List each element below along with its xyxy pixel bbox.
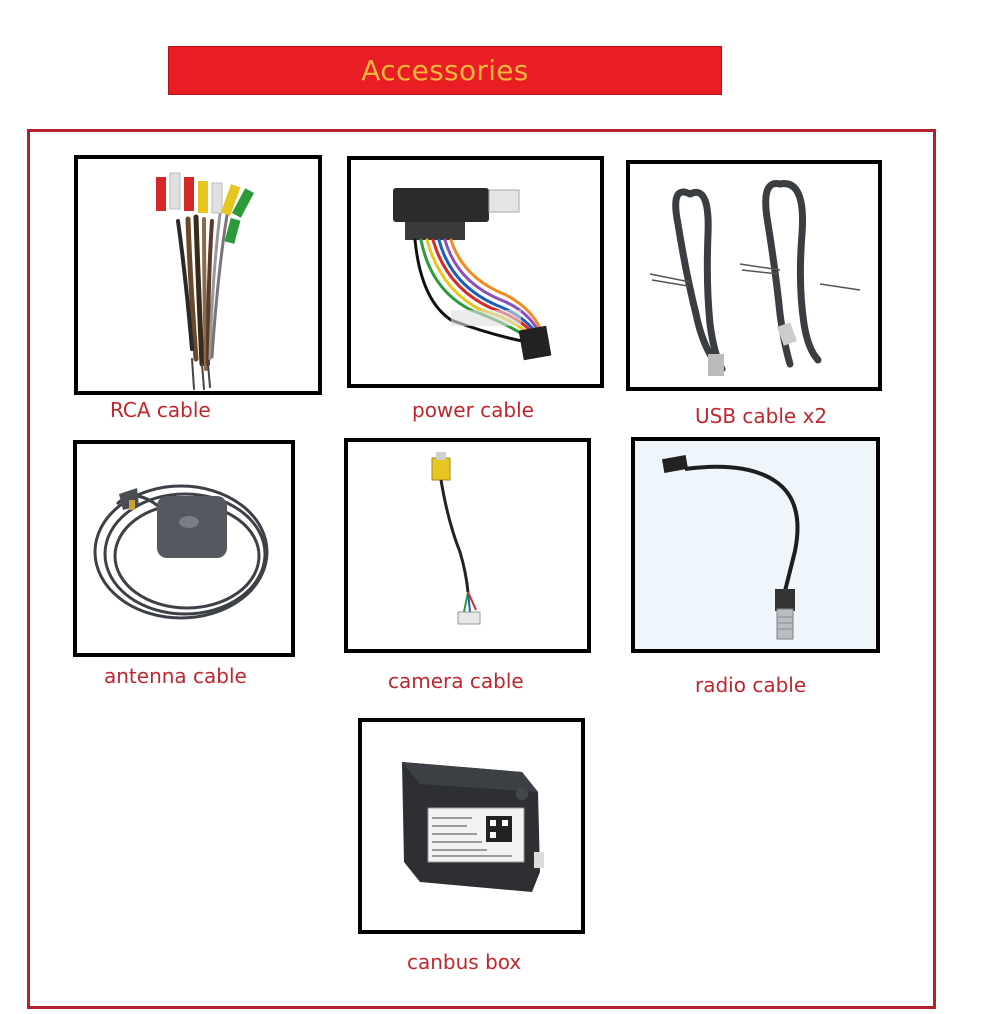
gps-antenna-photo [73,440,295,657]
power-cable-caption: power cable [412,398,534,422]
camera-cable-photo [344,438,591,653]
gps-antenna-icon [77,444,291,653]
antenna-cable-caption: antenna cable [104,664,247,688]
canbus-box-photo [358,718,585,934]
camera-cable-caption: camera cable [388,669,524,693]
accessories-banner [168,46,722,95]
banner-title: Accessories [361,54,529,87]
camera-cable-icon [348,442,587,649]
rca-cable-caption: RCA cable [110,398,211,422]
rca-cable-icon [78,159,318,391]
rca-cable-photo [74,155,322,395]
usb-cable-caption: USB cable x2 [695,404,828,428]
usb-cable-icon [630,164,878,387]
radio-cable-photo [631,437,880,653]
radio-cable-icon [635,441,876,649]
usb-cable-photo [626,160,882,391]
power-cable-icon [351,160,600,384]
power-cable-photo [347,156,604,388]
canbus-box-caption: canbus box [407,950,522,974]
canbus-box-icon [362,722,581,930]
radio-cable-caption: radio cable [695,673,807,697]
